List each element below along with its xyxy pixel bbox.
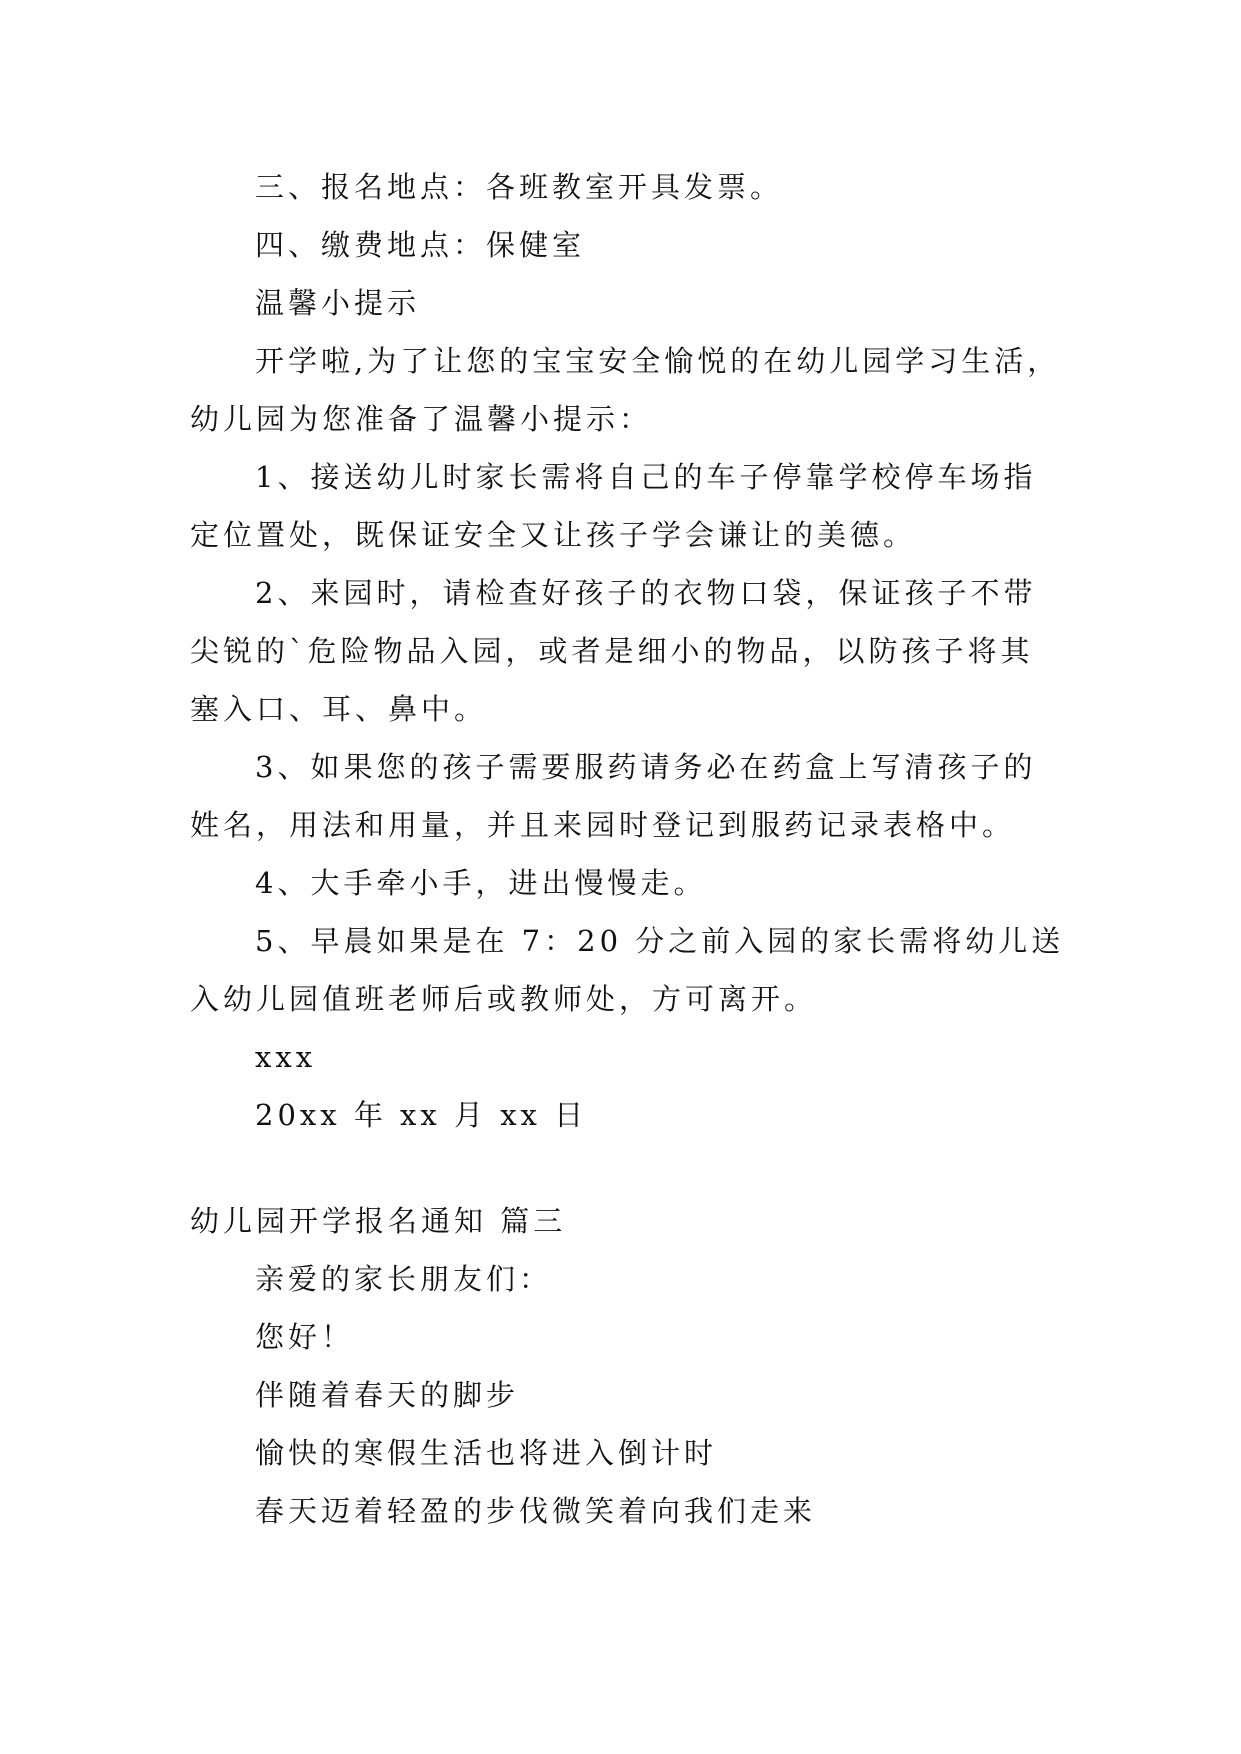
text-line: 幼儿园为您准备了温馨小提示： [190,402,653,436]
date-line: 20xx 年 xx 月 xx 日 [255,1098,588,1132]
text-line: 姓名，用法和用量，并且来园时登记到服药记录表格中。 [190,808,1016,842]
text-line: 2、来园时，请检查好孩子的衣物口袋，保证孩子不带 [255,576,1037,610]
text-line: 四、缴费地点：保健室 [255,228,586,262]
text-line: 您好！ [255,1320,355,1354]
text-line: 尖锐的`危险物品入园，或者是细小的物品，以防孩子将其 [190,634,1034,668]
section-title: 幼儿园开学报名通知 篇三 [190,1204,567,1238]
text-line: 1、接送幼儿时家长需将自己的车子停靠学校停车场指 [255,460,1037,494]
text-line: 塞入口、耳、鼻中。 [190,692,488,726]
text-line: 亲爱的家长朋友们： [255,1262,553,1296]
text-line: 三、报名地点：各班教室开具发票。 [255,170,784,204]
text-line: 4、大手牵小手，进出慢慢走。 [255,866,707,900]
document-body [190,158,1065,1540]
text-line: 愉快的寒假生活也将进入倒计时 [255,1436,718,1470]
text-line: 3、如果您的孩子需要服药请务必在药盒上写清孩子的 [255,750,1037,784]
text-line: 5、早晨如果是在 7：20 分之前入园的家长需将幼儿送 [255,924,1065,958]
signature-line: xxx [255,1040,317,1074]
paragraph-gap [190,1144,1050,1192]
text-line: 开学啦,为了让您的宝宝安全愉悦的在幼儿园学习生活， [255,344,1061,378]
text-line: 入幼儿园值班老师后或教师处，方可离开。 [190,982,818,1016]
text-line: 春天迈着轻盈的步伐微笑着向我们走来 [255,1494,817,1528]
text-line: 定位置处，既保证安全又让孩子学会谦让的美德。 [190,518,917,552]
section-heading: 温馨小提示 [255,286,421,320]
text-line: 伴随着春天的脚步 [255,1378,520,1412]
